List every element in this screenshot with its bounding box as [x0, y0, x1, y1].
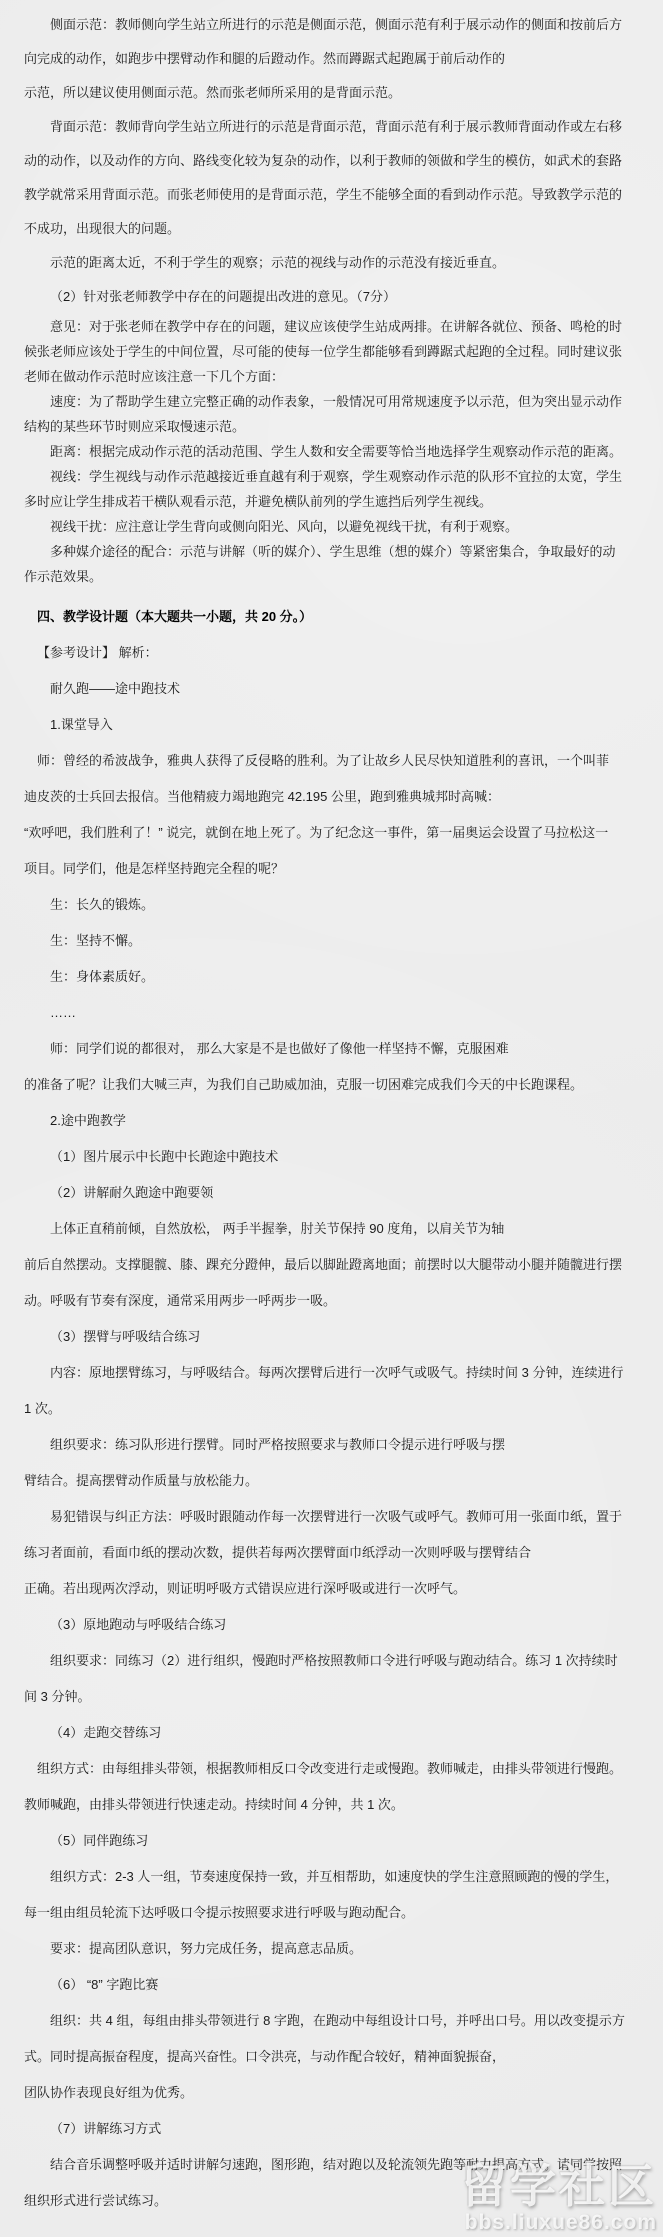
- paragraph: [24, 2111, 639, 2147]
- section-heading: [24, 599, 639, 635]
- text-line: 不成功，出现很大的问题。: [24, 221, 181, 236]
- paragraph: [24, 514, 639, 539]
- text-line: 生：坚持不懈。: [50, 933, 142, 948]
- text-line: 前后自然摆动。支撑腿髋、膝、踝充分蹬伸，最后以脚趾蹬离地面；前摆时以大腿带动小腿并随髋进行摆: [24, 1257, 623, 1272]
- text-line: （2）针对张老师教学中存在的问题提出改进的意见。（7分）: [50, 289, 396, 304]
- paragraph: [24, 1319, 639, 1355]
- text-line: 团队协作表现良好组为优秀。: [24, 2085, 194, 2100]
- paragraph: [24, 1823, 639, 1859]
- text-line: 组织形式进行尝试练习。: [24, 2193, 168, 2208]
- text-line: 视线：学生视线与动作示范越接近垂直越有利于观察，学生观察动作示范的队形不宜拉的太宽，学生: [50, 469, 623, 484]
- paragraph: [24, 995, 639, 1031]
- paragraph: [24, 923, 639, 959]
- text-line: 1 次。: [24, 1401, 61, 1416]
- text-line: 向完成的动作，如跑步中摆臂动作和腿的后蹬动作。然而蹲踞式起跑属于前后动作的: [24, 51, 506, 66]
- text-line: 迪皮茨的士兵回去报信。当他精疲力竭地跑完 42.195 公里，跑到雅典城邦时高喊：: [24, 789, 500, 804]
- text-line: “欢呼吧，我们胜利了！” 说完，就倒在地上死了。为了纪念这一事件，第一届奥运会设置了马拉松这一: [24, 825, 609, 840]
- paragraph: [24, 246, 639, 280]
- text-line: 老师在做动作示范时应该注意一下几个方面：: [24, 369, 285, 384]
- text-line: （3）摆臂与呼吸结合练习: [50, 1329, 201, 1344]
- text-line: 多时应让学生排成若干横队观看示范，并避免横队前列的学生遮挡后列学生视线。: [24, 494, 493, 509]
- text-line: 的准备了呢？让我们大喊三声，为我们自己助威加油，克服一切困难完成我们今天的中长跑课程。: [24, 1077, 584, 1092]
- text-line: （7）讲解练习方式: [50, 2121, 162, 2136]
- paragraph: [24, 815, 639, 887]
- text-line: 背面示范：教师背向学生站立所进行的示范是背面示范，背面示范有利于展示教师背面动作或左右移: [50, 119, 623, 134]
- text-line: 组织方式：由每组排头带领，根据教师相反口令改变进行走或慢跑。教师喊走，由排头带领进行慢跑。: [37, 1761, 623, 1776]
- text-line: 组织方式：2-3 人一组，节奏速度保持一致，并互相帮助，如速度快的学生注意照顾跑的慢的学生，: [50, 1869, 619, 1884]
- watermark-logo-text: 留学社区: [461, 2160, 657, 2213]
- paragraph: [24, 439, 639, 464]
- text-line: 易犯错误与纠正方法：呼吸时跟随动作每一次摆臂进行一次吸气或呼气。教师可用一张面巾纸，置于: [50, 1509, 623, 1524]
- text-line: 距离：根据完成动作示范的活动范围、学生人数和安全需要等恰当地选择学生观察动作示范的距离。: [50, 444, 623, 459]
- text-line: 间 3 分钟。: [24, 1689, 91, 1704]
- paragraph: [24, 1139, 639, 1175]
- paragraph: [24, 1103, 639, 1139]
- paragraph: [24, 1715, 639, 1751]
- paragraph: [24, 389, 639, 439]
- paragraph: [24, 1175, 639, 1211]
- text-line: 组织要求：同练习（2）进行组织，慢跑时严格按照教师口令进行呼吸与跑动结合。练习 1 次持续时: [50, 1653, 618, 1668]
- paragraph: [24, 1931, 639, 1967]
- paragraph: [24, 539, 639, 589]
- text-line: 动。呼吸有节奏有深度，通常采用两步一呼两步一吸。: [24, 1293, 337, 1308]
- text-line: （4）走跑交替练习: [50, 1725, 162, 1740]
- paragraph: [24, 887, 639, 923]
- paragraph: [24, 280, 639, 314]
- text-line: 教学就常采用背面示范。而张老师使用的是背面示范，学生不能够全面的看到动作示范。导致教学示范的: [24, 187, 623, 202]
- text-line: 上体正直稍前倾，自然放松， 两手半握拳，肘关节保持 90 度角，以肩关节为轴: [50, 1221, 505, 1236]
- text-line: 师：曾经的希波战争，雅典人获得了反侵略的胜利。为了让故乡人民尽快知道胜利的喜讯，一个叫菲: [37, 753, 610, 768]
- paragraph: [24, 1859, 639, 1931]
- text-line: 结构的某些环节时则应采取慢速示范。: [24, 419, 246, 434]
- text-line: 臂结合。提高摆臂动作质量与放松能力。: [24, 1473, 259, 1488]
- paragraph: [24, 1607, 639, 1643]
- paragraph: [24, 110, 639, 246]
- text-line: （3）原地跑动与呼吸结合练习: [50, 1617, 227, 1632]
- paragraph: [24, 1355, 639, 1427]
- text-line: 组织要求：练习队形进行摆臂。同时严格按照要求与教师口令提示进行呼吸与摆: [50, 1437, 506, 1452]
- paragraph: [24, 1751, 639, 1823]
- text-line: 生：长久的锻炼。: [50, 897, 155, 912]
- watermark-site-url: bbs.liuxue86.com: [464, 2211, 657, 2234]
- paragraph: [24, 671, 639, 707]
- text-line: （5）同伴跑练习: [50, 1833, 149, 1848]
- text-line: 组织：共 4 组，每组由排头带领进行 8 字跑，在跑动中每组设计口号，并呼出口号。用以改变提示方: [50, 2013, 625, 2028]
- text-line: 多种媒介途径的配合：示范与讲解（听的媒介）、学生思维（想的媒介）等紧密集合，争取最好的动: [50, 544, 616, 559]
- text-line: 结合音乐调整呼吸并适时讲解匀速跑，图形跑，结对跑以及轮流领先跑等耐力提高方式。请同学按照: [50, 2157, 623, 2172]
- text-line: 生：身体素质好。: [50, 969, 155, 984]
- paragraph: [24, 2147, 639, 2219]
- text-line: 动的动作，以及动作的方向、路线变化较为复杂的动作，以利于教师的领做和学生的模仿，如武术的套路: [24, 153, 623, 168]
- text-line: 要求：提高团队意识，努力完成任务，提高意志品质。: [50, 1941, 363, 1956]
- text-line: 内容：原地摆臂练习，与呼吸结合。每两次摆臂后进行一次呼气或吸气。持续时间 3 分钟，连续进行: [50, 1365, 624, 1380]
- text-line: 速度：为了帮助学生建立完整正确的动作表象，一般情况可用常规速度予以示范，但为突出显示动作: [50, 394, 623, 409]
- text-line: 教师喊跑，由排头带领进行快速走动。持续时间 4 分钟，共 1 次。: [24, 1797, 404, 1812]
- text-line: 四、教学设计题（本大题共一小题，共 20 分。）: [37, 609, 313, 624]
- text-line: 候张老师应该处于学生的中间位置，尽可能的使每一位学生都能够看到蹲踞式起跑的全过程。同时建议张: [24, 344, 623, 359]
- paragraph: [24, 464, 639, 514]
- paragraph: [24, 707, 639, 743]
- paragraph: [24, 1643, 639, 1715]
- paragraph: [24, 635, 639, 671]
- text-line: 作示范效果。: [24, 569, 103, 584]
- text-line: 1.课堂导入: [50, 717, 113, 732]
- text-line: 每一组由组员轮流下达呼吸口令提示按照要求进行呼吸与跑动配合。: [24, 1905, 415, 1920]
- paragraph: [24, 8, 639, 110]
- text-line: 耐久跑——途中跑技术: [50, 681, 181, 696]
- text-line: 【参考设计】 解析：: [37, 645, 158, 660]
- text-line: ……: [50, 1005, 76, 1020]
- text-line: 侧面示范：教师侧向学生站立所进行的示范是侧面示范，侧面示范有利于展示动作的侧面和按前后方: [50, 17, 623, 32]
- text-line: 正确。若出现两次浮动，则证明呼吸方式错误应进行深呼吸或进行一次呼气。: [24, 1581, 467, 1596]
- text-line: （6） “8” 字跑比赛: [50, 1977, 159, 1992]
- text-line: （2）讲解耐久跑途中跑要领: [50, 1185, 214, 1200]
- text-line: 项目。同学们，他是怎样坚持跑完全程的呢？: [24, 861, 285, 876]
- text-line: 视线干扰：应注意让学生背向或侧向阳光、风向，以避免视线干扰，有利于观察。: [50, 519, 519, 534]
- text-line: 式。同时提高振奋程度，提高兴奋性。口令洪亮，与动作配合较好，精神面貌振奋，: [24, 2049, 506, 2064]
- paragraph: [24, 1967, 639, 2003]
- text-line: 意见：对于张老师在教学中存在的问题，建议应该使学生站成两排。在讲解各就位、预备、鸣枪的时: [50, 319, 623, 334]
- text-line: （1）图片展示中长跑中长跑途中跑技术: [50, 1149, 279, 1164]
- paragraph: [24, 1031, 639, 1103]
- paragraph: [24, 2003, 639, 2111]
- paragraph: [24, 743, 639, 815]
- text-line: 示范的距离太近，不利于学生的观察；示范的视线与动作的示范没有接近垂直。: [50, 255, 506, 270]
- paragraph: [24, 1211, 639, 1319]
- text-line: 练习者面前，看面巾纸的摆动次数，提供若每两次摆臂面巾纸浮动一次则呼吸与摆臂结合: [24, 1545, 532, 1560]
- paragraph: [24, 1499, 639, 1607]
- paragraph: [24, 959, 639, 995]
- paragraph: [24, 1427, 639, 1499]
- paragraph: [24, 314, 639, 389]
- text-line: 示范，所以建议使用侧面示范。然而张老师所采用的是背面示范。: [24, 85, 402, 100]
- text-line: 2.途中跑教学: [50, 1113, 126, 1128]
- text-line: 师：同学们说的都很对， 那么大家是不是也做好了像他一样坚持不懈，克服困难: [50, 1041, 509, 1056]
